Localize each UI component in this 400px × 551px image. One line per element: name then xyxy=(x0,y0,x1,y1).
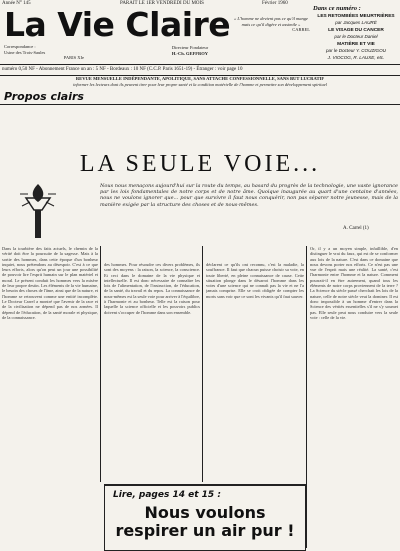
column-rule xyxy=(306,246,307,548)
rubric-label: Propos clairs xyxy=(4,90,84,103)
contents-item-author: par Jacques LAURÉ xyxy=(335,19,377,25)
divider xyxy=(0,104,400,105)
insert-box xyxy=(104,484,306,551)
contents-item-title: LES RETOMBÉES MEURTRIÈRES xyxy=(317,14,395,19)
contents-box xyxy=(313,5,399,60)
column-rule xyxy=(202,246,203,482)
article-headline: LA SEULE VOIE... xyxy=(79,151,321,177)
article-column-4: Or, il y a un moyen simple, infaillible, d'en distinguer le vrai du faux, qui est de se conformer aux lois de la nature. C'est dans ce domaine que nous devons porter nos efforts. Ce n'est pas une vue de l'esprit mais une réalité. La santé, c'est l'harmonie entre l'homme et la nature. Comment pourrait-il en être autrement, quand tous les éléments de notre corps proviennent de la terre ? La Science du siècle passé cherchait les lois de la nature, celle de notre siècle veut la dominer. Il est donc impossible à un homme d'entrer dans la Science des vérités essentielles s'il ne s'y soumet pas. Elle seule peut nous conduire vers la seule voie : celle de la vie. xyxy=(310,246,398,320)
insert-tag: Lire, pages 14 et 15 : xyxy=(113,490,221,500)
contents-item-author: par le Docteur Daniel xyxy=(334,33,378,39)
redaction-address: Usine des Trois-Saules xyxy=(4,49,46,55)
redaction-info xyxy=(4,44,84,61)
mission-subtitle: informer les lecteurs dont ils peuvent tirer pour leur propre santé et la condition matérielle de l'homme et permettre son développement spirituel xyxy=(73,82,327,87)
director-info xyxy=(150,45,230,56)
contents-item xyxy=(313,13,399,25)
insert-headline-line1: Nous voulons xyxy=(144,503,266,522)
epigraph-author: CARREL xyxy=(292,27,310,32)
insert-headline-line2: respirer un air pur ! xyxy=(115,521,295,540)
contents-item-title: MATIÈRE ET VIE xyxy=(337,42,375,48)
director-name: H.-Ch. GEFFROY xyxy=(171,50,209,56)
torch-illustration xyxy=(18,180,58,240)
issue-number: Année N° 145 xyxy=(2,1,31,6)
contents-item xyxy=(313,41,399,53)
director-label: Directeur Fondateur xyxy=(171,45,209,50)
redaction-label: Correspondance : xyxy=(4,44,36,49)
column-rule xyxy=(100,246,101,482)
intro-signature: A. Carrel (1) xyxy=(343,226,369,231)
issue-date: Février 1960 xyxy=(262,1,288,6)
newspaper-title: La Vie Claire xyxy=(4,5,231,44)
epigraph-text: « L'homme ne devient pas ce qu'il mange mais ce qu'il digère et assimile » xyxy=(233,16,309,27)
contents-item xyxy=(313,55,399,61)
subscription-strip xyxy=(0,64,400,76)
contents-item-title: LE VISAGE DU CANCER xyxy=(328,28,384,34)
contents-heading: Dans ce numéro : xyxy=(313,5,361,12)
article-column-3: déclarent ce qu'ils ont reconnu, c'est la maladie, la souffrance. Il faut que chacun puisse choisir sa voie, en toute liberté, en pleine connaissance de cause. Cette situation plonge dans le désarroi l'homme dans les voies d'une science qui ne connaît pas la vie et ne l'a jamais comprise. Elle se croit obligée de compter les morts sans voir que ce sont les vivants qu'il faut sauver. xyxy=(206,262,304,299)
epigraph xyxy=(232,16,310,33)
contents-item xyxy=(313,27,399,39)
publication-tagline: PARAIT LE 1ER VENDREDI DU MOIS xyxy=(120,1,204,6)
subscription-text: numéro 0,50 NF - Abonnement France un an : 5 NF - Bordeaux : 10 NF (C.C.P. Paris 1651-19) - Étranger : voir page 10 xyxy=(2,67,243,72)
article-column-1: Dans la tourbière des faits actuels, le chemin de la vérité doit être la poursuite de la sagesse. Mais à la sortie des hommes, dans cette époque d'un bonheur inquiet, nous prétendons au désespoir. C'est à ce que leurs efforts, alors qu'on peut un jour une possibilité de pouvoir lire l'esprit humain sur le plan matériel et moral. Le présent conduit les hommes vers la misère de leur propre destin. Les éléments de la vie humaine, le besoin des choses de l'âme, ainsi que de la nature, et l'homme se retrouvent comme une entité incomplète. Le Docteur Carrel a montré que l'avenir de la race et de la civilisation ne dépend pas de nos armées. Il dépend de l'éducation, de la santé morale et physique, de la connaissance. xyxy=(2,246,98,320)
article-column-2: des hommes. Pour résoudre ces divers problèmes, ils sont des moyens : la raison, la science, la conscience. Et ceci dans le domaine de la vie physique et intellectuelle. Il est donc nécessaire de connaître les lois de l'alimentation, de l'instruction, de l'éducation, de la santé, du travail et du repos. La connaissance de nous-mêmes est la seule voie pour arriver à l'équilibre, à l'harmonie et au bonheur. Telle est la raison pour laquelle la science officielle et les pouvoirs publics doivent s'occuper de l'homme dans son ensemble. xyxy=(104,262,200,315)
mission-statement: REVUE MENSUELLE INDÉPENDANTE, APOLITIQUE, SANS ATTACHE CONFESSIONNELLE, SANS BUT LUCRATIF xyxy=(75,76,325,81)
redaction-city: PARIS XIe xyxy=(63,55,84,60)
contents-item-author: par le Docteur Y. COUZIGOU xyxy=(326,47,386,53)
article-intro: Nous nous menaçons aujourd'hui sur la route du temps, au hasard du progrès de la technologie, une vaste ignorance par les lois fondamentales de notre corps et de notre âme. Quoique inaugurée au quart d'une centaine d'années, nous ne voulons ignorer que... pour que survivre il faut nous conquérir, non pas séparer notre jeunesse, mais de la manière exigée par la structure des choses et de nous-mêmes. xyxy=(100,183,398,208)
contents-item-author: J. VIOCOG, R. LAUXE, etc. xyxy=(327,54,385,60)
